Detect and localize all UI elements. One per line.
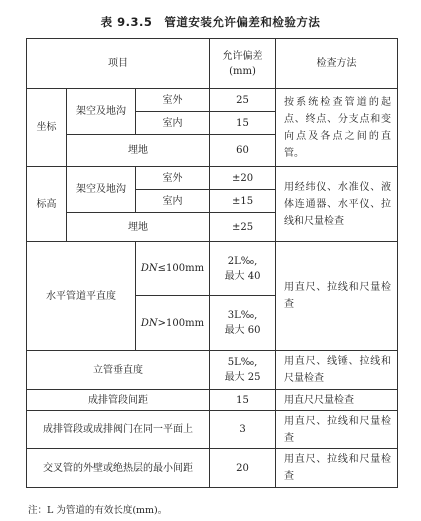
horiz-method: 用直尺、拉线和尺量检查 xyxy=(276,242,398,351)
coord-buried: 埋地 xyxy=(67,135,210,167)
coord-outdoor-val: 25 xyxy=(210,89,276,112)
header-method: 检查方法 xyxy=(276,39,398,89)
horiz-dn1-val xyxy=(210,242,276,296)
coord-overhead: 架空及地沟 xyxy=(67,89,136,135)
elev-buried: 埋地 xyxy=(67,213,210,242)
horiz-dn2 xyxy=(136,296,210,351)
table-row xyxy=(27,390,398,411)
horiz-dn2-val xyxy=(210,296,276,351)
horiz-dn2-suffix: >100mm xyxy=(157,317,205,329)
coplanar-label: 成排管段或成排阀门在同一平面上 xyxy=(27,411,210,449)
elev-label: 标高 xyxy=(27,167,67,242)
cross-method: 用直尺、拉线和尺量检查 xyxy=(276,449,398,488)
tolerance-table xyxy=(26,38,398,488)
header-item: 项目 xyxy=(27,39,210,89)
table-row xyxy=(27,351,398,390)
horiz-dn2-prefix: DN xyxy=(140,317,158,329)
vert-val1: 5L‰, xyxy=(227,357,258,368)
table-row xyxy=(27,89,398,112)
coplanar-val: 3 xyxy=(210,411,276,449)
header-row xyxy=(27,39,398,89)
vert-method: 用直尺、线锤、拉线和尺量检查 xyxy=(276,351,398,390)
horiz-dn1-val1: 2L‰, xyxy=(227,255,258,267)
header-tolerance-line2: (mm) xyxy=(229,65,256,77)
header-tolerance xyxy=(210,39,276,89)
coord-outdoor: 室外 xyxy=(136,89,210,112)
vert-val xyxy=(210,351,276,390)
elev-method: 用经纬仪、水准仪、液体连通器、水平仪、拉线和尺量检查 xyxy=(276,167,398,242)
horiz-dn1-prefix: DN xyxy=(140,263,158,274)
horiz-dn2-val1: 3L‰, xyxy=(227,310,258,321)
cross-val: 20 xyxy=(210,449,276,488)
table-note: 注：L 为管道的有效长度(mm)。 xyxy=(28,505,168,516)
elev-outdoor: 室外 xyxy=(136,167,210,190)
table-row xyxy=(27,242,398,296)
header-tolerance-line1: 允许偏差 xyxy=(222,50,263,62)
table-row xyxy=(27,449,398,488)
coplanar-method: 用直尺、拉线和尺量检查 xyxy=(276,411,398,449)
elev-indoor-val: ±15 xyxy=(210,190,276,213)
elev-indoor: 室内 xyxy=(136,190,210,213)
coord-indoor-val: 15 xyxy=(210,112,276,135)
horiz-dn1-val2: 最大 40 xyxy=(224,270,261,282)
table-row xyxy=(27,167,398,190)
coord-label: 坐标 xyxy=(27,89,67,167)
spacing-label: 成排管段间距 xyxy=(27,390,210,411)
vert-label: 立管垂直度 xyxy=(27,351,210,390)
coord-method: 按系统检查管道的起点、终点、分支点和变向点及各点之间的直管。 xyxy=(276,89,398,167)
horiz-dn2-val2: 最大 60 xyxy=(224,325,261,336)
cross-label: 交叉管的外壁或绝热层的最小间距 xyxy=(27,449,210,488)
spacing-method: 用直尺尺量检查 xyxy=(276,390,398,411)
table-row xyxy=(27,411,398,449)
elev-overhead: 架空及地沟 xyxy=(67,167,136,213)
vert-val2: 最大 25 xyxy=(224,372,261,383)
elev-outdoor-val: ±20 xyxy=(210,167,276,190)
spacing-val: 15 xyxy=(210,390,276,411)
horiz-label: 水平管道平直度 xyxy=(27,242,136,351)
horiz-dn1-suffix: ≤100mm xyxy=(157,263,205,274)
coord-buried-val: 60 xyxy=(210,135,276,167)
horiz-dn1 xyxy=(136,242,210,296)
coord-indoor: 室内 xyxy=(136,112,210,135)
elev-buried-val: ±25 xyxy=(210,213,276,242)
table-title: 表 9.3.5 管道安装允许偏差和检验方法 xyxy=(100,15,321,29)
